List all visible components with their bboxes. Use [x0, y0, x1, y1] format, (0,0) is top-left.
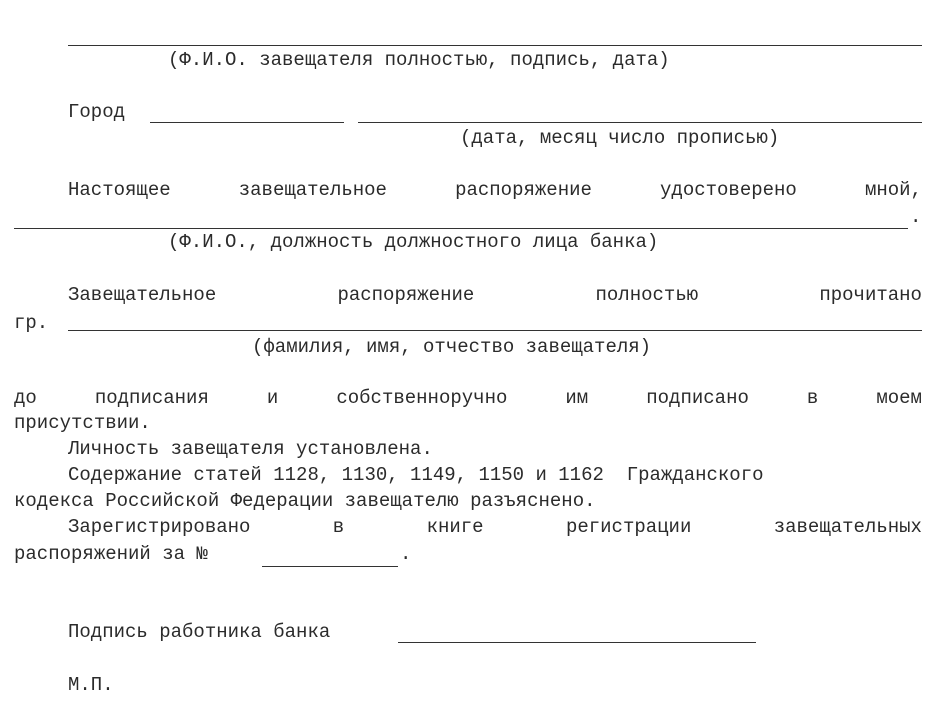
city-field-line[interactable] — [150, 122, 344, 123]
registered-word: Зарегистрировано — [68, 516, 251, 538]
read-out-word: распоряжение — [337, 284, 475, 306]
read-out-word: полностью — [595, 284, 699, 306]
signed-sentence — [14, 389, 922, 408]
citizen-prefix: гр. — [14, 312, 49, 334]
read-out-word: прочитано — [819, 284, 922, 306]
registered-word: в — [332, 516, 345, 538]
signed-word: до — [14, 387, 37, 409]
date-field-line[interactable] — [358, 122, 922, 123]
signed-word: моем — [876, 387, 922, 409]
bank-signature-label: Подпись работника банка — [68, 621, 331, 643]
signed-word: подписано — [646, 387, 749, 409]
citizen-name-caption: (фамилия, имя, отчество завещателя) — [252, 336, 652, 358]
certified-trailing-dot: . — [910, 206, 922, 228]
read-out-sentence — [68, 286, 922, 305]
city-label: Город — [68, 101, 126, 123]
testator-signature-line[interactable] — [68, 45, 922, 46]
signed-word: собственноручно — [336, 387, 508, 409]
signed-word: подписания — [94, 387, 209, 409]
certified-word: распоряжение — [455, 179, 592, 201]
stamp-label: М.П. — [68, 674, 114, 696]
certified-word: завещательное — [238, 179, 387, 201]
signed-word: им — [565, 387, 589, 409]
identity-text: Личность завещателя установлена. — [68, 438, 433, 460]
bank-officer-caption: (Ф.И.О., должность должностного лица банка) — [168, 231, 659, 253]
certified-word: удостоверено — [660, 179, 797, 201]
registration-number-line[interactable] — [262, 566, 398, 567]
registered-word: завещательных — [773, 516, 922, 538]
bank-officer-line[interactable] — [14, 228, 908, 229]
certified-word: Настоящее — [68, 179, 171, 201]
read-out-word: Завещательное — [68, 284, 217, 306]
signed-line2: присутствии. — [14, 412, 151, 434]
signed-word: и — [266, 387, 279, 409]
testator-caption: (Ф.И.О. завещателя полностью, подпись, дата) — [168, 49, 670, 71]
registered-word: книге — [426, 516, 484, 538]
articles-line2: кодекса Российской Федерации завещателю разъяснено. — [14, 490, 596, 512]
registered-trailing-dot: . — [400, 543, 412, 565]
certified-sentence — [68, 181, 922, 200]
registered-word: регистрации — [565, 516, 692, 538]
citizen-name-line[interactable] — [68, 330, 922, 331]
bank-signature-line[interactable] — [398, 642, 756, 643]
registered-sentence — [68, 518, 922, 537]
date-caption: (дата, месяц число прописью) — [460, 127, 780, 149]
signed-word: в — [806, 387, 819, 409]
certified-word: мной, — [864, 179, 922, 201]
articles-line1: Содержание статей 1128, 1130, 1149, 1150 и 1162 Гражданского — [68, 464, 764, 486]
registered-line2: распоряжений за № — [14, 543, 208, 565]
